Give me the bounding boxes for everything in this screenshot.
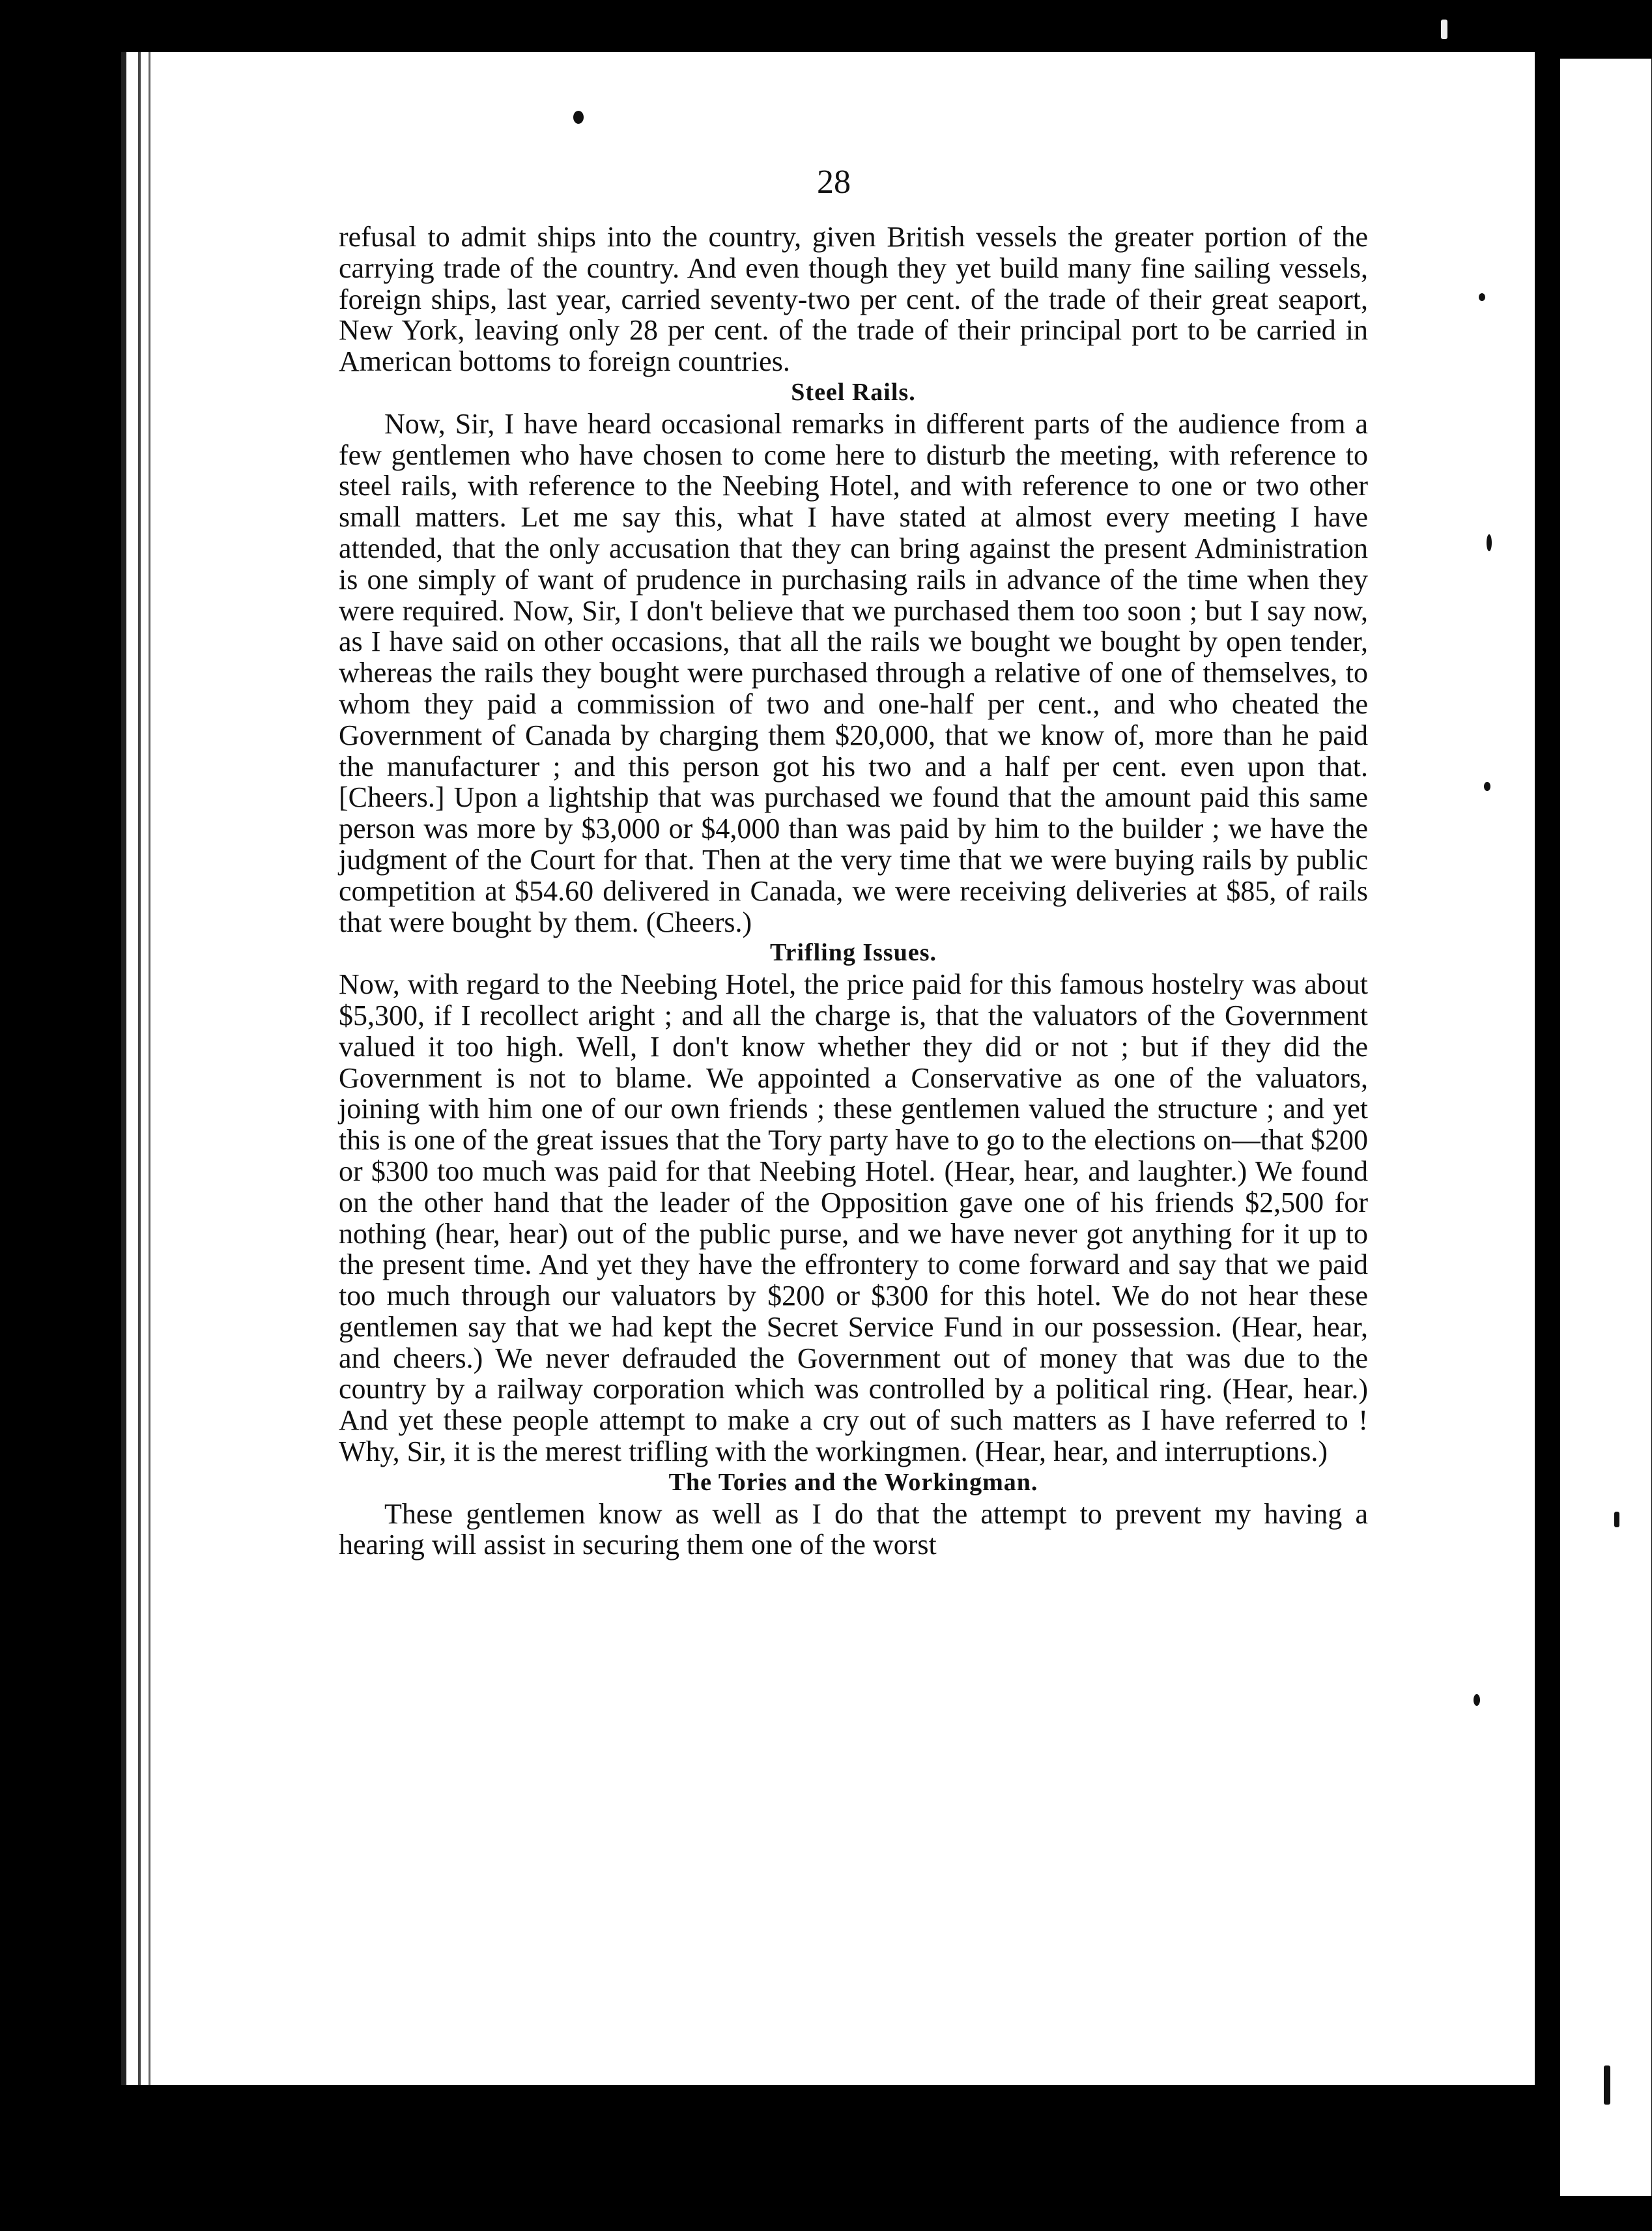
- ink-speck: [1479, 293, 1485, 301]
- section-heading-tories-workingman: The Tories and the Workingman.: [668, 1468, 1038, 1496]
- paragraph-trifling-issues: Now, with regard to the Neebing Hotel, the price paid for this famous hostelry was about $5,300, if I recollect aright ; and all the charge is, that the valuators of the Government valued it too high. Well, I don't know whether they did or not ; but if they did the Government is not to blame. We appointed a Conservative as one of the valuators, joining with him one of our own friends ; these gentlemen valued the structure ; and yet this is one of the great issues that the Tory party have to go to the elections on—that $200 or $300 too much was paid for that Neebing Hotel. (Hear, hear, and laughter.) We found on the other hand that the leader of the Opposition gave one of his friends $2,500 for nothing (hear, hear) out of the public purse, and we have never got anything for it up to the present time. And yet they have the effrontery to come forward and say that we paid too much through our valuators by $200 or $300 for this hotel. We do not hear these gentlemen say that we had kept the Secret Service Fund in our possession. (Hear, hear, and cheers.) We never defrauded the Government out of money that was due to the country by a railway corporation which was controlled by a political ring. (Hear, hear.) And yet these people attempt to make a cry out of such matters as I have referred to ! Why, Sir, it is the merest trifling with the workingmen. (Hear, hear, and interruptions.): [339, 968, 1368, 1468]
- adjacent-page-edge: [1560, 59, 1651, 2196]
- ink-speck: [1474, 1694, 1480, 1706]
- ink-speck: [573, 111, 584, 124]
- ink-speck: [1604, 2065, 1610, 2105]
- body-text: [339, 222, 1368, 1561]
- section-heading-steel-rails: Steel Rails.: [791, 378, 916, 406]
- ink-speck: [1441, 20, 1447, 39]
- ink-speck: [1484, 782, 1490, 791]
- ink-speck: [1487, 534, 1492, 551]
- page-edge-line: [149, 52, 150, 2085]
- intro-paragraph: refusal to admit ships into the country, given British vessels the greater portion of the carrying trade of the country. And even though they yet build many fine sailing vessels, foreign ships, last year, carried seventy-two per cent. of the trade of their great seaport, New York, leaving only 28 per cent. of the trade of their principal port to be carried in American bottoms to foreign countries.: [339, 221, 1368, 378]
- paragraph-steel-rails: Now, Sir, I have heard occasional remarks in different parts of the audience from a few gentlemen who have chosen to come here to disturb the meeting, with reference to steel rails, with reference to the Neebing Hotel, and with reference to one or two other small matters. Let me say this, what I have stated at almost every meeting I have attended, that the only accusation that they can bring against the present Administration is one simply of want of prudence in purchasing rails in advance of the time when they were required. Now, Sir, I don't believe that we purchased them too soon ; but I say now, as I have said on other occasions, that all the rails we bought we bought by open tender, whereas the rails they bought were purchased through a relative of one of themselves, to whom they paid a commission of two and one-half per cent., and who cheated the Government of Canada by charging them $20,000, that we know of, more than he paid the manufacturer ; and this person got his two and a half per cent. even upon that. [Cheers.] Upon a lightship that was purchased we found that the amount paid this same person was more by $3,000 or $4,000 than was paid by him to the builder ; we have the judgment of the Court for that. Then at the very time that we were buying rails by public competition at $54.60 delivered in Canada, we were receiving deliveries at $85, of rails that were bought by them. (Cheers.): [339, 407, 1368, 938]
- paragraph-tories-workingman: These gentlemen know as well as I do that the attempt to prevent my having a hearing will assist in securing them one of the worst: [339, 1497, 1368, 1561]
- page-edge-line: [138, 52, 141, 2085]
- ink-speck: [1614, 1512, 1619, 1527]
- section-heading-trifling-issues: Trifling Issues.: [769, 939, 937, 967]
- page-number: 28: [817, 164, 851, 201]
